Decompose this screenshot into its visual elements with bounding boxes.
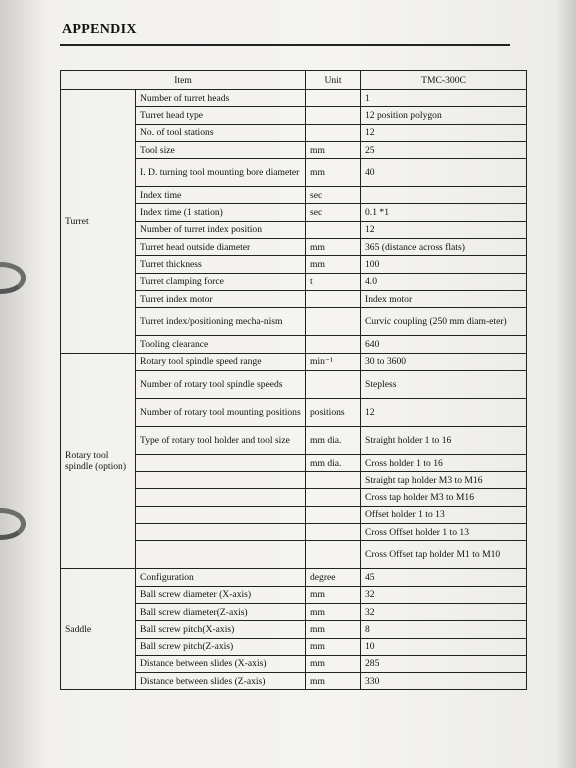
unit-cell [306, 489, 361, 506]
value-cell [361, 187, 527, 204]
unit-cell: mm [306, 239, 361, 256]
unit-cell [306, 336, 361, 353]
unit-cell: mm [306, 586, 361, 603]
unit-cell [306, 90, 361, 107]
value-cell: Straight holder 1 to 16 [361, 426, 527, 454]
unit-cell: mm [306, 673, 361, 690]
unit-cell: mm dia. [306, 426, 361, 454]
item-cell: Ball screw diameter(Z-axis) [136, 603, 306, 620]
unit-cell: mm [306, 655, 361, 672]
unit-cell: mm [306, 159, 361, 187]
item-cell: Turret head type [136, 107, 306, 124]
item-cell [136, 472, 306, 489]
unit-cell: mm [306, 638, 361, 655]
item-cell: Number of turret heads [136, 90, 306, 107]
group-label: Turret [61, 90, 136, 354]
value-cell: 0.1 *1 [361, 204, 527, 221]
value-cell: 10 [361, 638, 527, 655]
value-cell: 4.0 [361, 273, 527, 290]
unit-cell: mm [306, 256, 361, 273]
value-cell: Cross Offset holder 1 to 13 [361, 524, 527, 541]
item-cell: Rotary tool spindle speed range [136, 353, 306, 370]
value-cell: 12 position polygon [361, 107, 527, 124]
unit-cell [306, 506, 361, 523]
group-label: Rotary tool spindle (option) [61, 353, 136, 569]
value-cell: Cross Offset tap holder M1 to M10 [361, 541, 527, 569]
item-cell: Turret head outside diameter [136, 239, 306, 256]
unit-cell: sec [306, 204, 361, 221]
item-cell: Number of turret index position [136, 221, 306, 238]
value-cell: Index motor [361, 290, 527, 307]
item-cell: Distance between slides (Z-axis) [136, 673, 306, 690]
value-cell: 8 [361, 621, 527, 638]
unit-cell: degree [306, 569, 361, 586]
item-cell: Ball screw diameter (X-axis) [136, 586, 306, 603]
item-cell: Turret thickness [136, 256, 306, 273]
item-cell: Turret clamping force [136, 273, 306, 290]
value-cell: Stepless [361, 370, 527, 398]
value-cell: Curvic coupling (250 mm diam-eter) [361, 308, 527, 336]
unit-cell [306, 290, 361, 307]
unit-cell: mm dia. [306, 454, 361, 471]
group-label: Saddle [61, 569, 136, 690]
value-cell: Offset holder 1 to 13 [361, 506, 527, 523]
item-cell [136, 541, 306, 569]
unit-cell: positions [306, 398, 361, 426]
header-item: Item [61, 71, 306, 90]
value-cell: 285 [361, 655, 527, 672]
unit-cell [306, 524, 361, 541]
header-model: TMC-300C [361, 71, 527, 90]
table-header-row [61, 71, 527, 90]
unit-cell [306, 221, 361, 238]
unit-cell [306, 124, 361, 141]
value-cell: Cross holder 1 to 16 [361, 454, 527, 471]
unit-cell [306, 308, 361, 336]
item-cell: Configuration [136, 569, 306, 586]
value-cell: 12 [361, 398, 527, 426]
value-cell: 330 [361, 673, 527, 690]
page-heading: APPENDIX [62, 22, 137, 37]
heading-rule [60, 44, 510, 46]
unit-cell: t [306, 273, 361, 290]
item-cell: Index time (1 station) [136, 204, 306, 221]
table-row [61, 353, 527, 370]
binder-ring-top [0, 262, 26, 294]
spec-table [60, 70, 527, 690]
page-edge [554, 0, 576, 768]
binder-ring-bottom [0, 508, 26, 540]
unit-cell: mm [306, 141, 361, 158]
table-row [61, 90, 527, 107]
item-cell: Turret index motor [136, 290, 306, 307]
item-cell: Distance between slides (X-axis) [136, 655, 306, 672]
unit-cell: mm [306, 603, 361, 620]
unit-cell [306, 107, 361, 124]
value-cell: Straight tap holder M3 to M16 [361, 472, 527, 489]
value-cell: 40 [361, 159, 527, 187]
value-cell: 1 [361, 90, 527, 107]
item-cell: No. of tool stations [136, 124, 306, 141]
item-cell: Tooling clearance [136, 336, 306, 353]
value-cell: 365 (distance across flats) [361, 239, 527, 256]
item-cell: Type of rotary tool holder and tool size [136, 426, 306, 454]
item-cell: Turret index/positioning mecha-nism [136, 308, 306, 336]
item-cell: Index time [136, 187, 306, 204]
value-cell: 30 to 3600 [361, 353, 527, 370]
value-cell: 100 [361, 256, 527, 273]
value-cell: 25 [361, 141, 527, 158]
value-cell: 45 [361, 569, 527, 586]
item-cell: Number of rotary tool spindle speeds [136, 370, 306, 398]
table-row [61, 569, 527, 586]
value-cell: 640 [361, 336, 527, 353]
value-cell: 32 [361, 603, 527, 620]
value-cell: Cross tap holder M3 to M16 [361, 489, 527, 506]
unit-cell: mm [306, 621, 361, 638]
item-cell: I. D. turning tool mounting bore diameter [136, 159, 306, 187]
item-cell [136, 506, 306, 523]
item-cell [136, 454, 306, 471]
unit-cell [306, 472, 361, 489]
item-cell: Ball screw pitch(X-axis) [136, 621, 306, 638]
value-cell: 12 [361, 221, 527, 238]
unit-cell: min⁻¹ [306, 353, 361, 370]
item-cell: Number of rotary tool mounting positions [136, 398, 306, 426]
item-cell [136, 524, 306, 541]
value-cell: 12 [361, 124, 527, 141]
item-cell [136, 489, 306, 506]
value-cell: 32 [361, 586, 527, 603]
item-cell: Tool size [136, 141, 306, 158]
unit-cell [306, 541, 361, 569]
header-unit: Unit [306, 71, 361, 90]
unit-cell [306, 370, 361, 398]
item-cell: Ball screw pitch(Z-axis) [136, 638, 306, 655]
unit-cell: sec [306, 187, 361, 204]
